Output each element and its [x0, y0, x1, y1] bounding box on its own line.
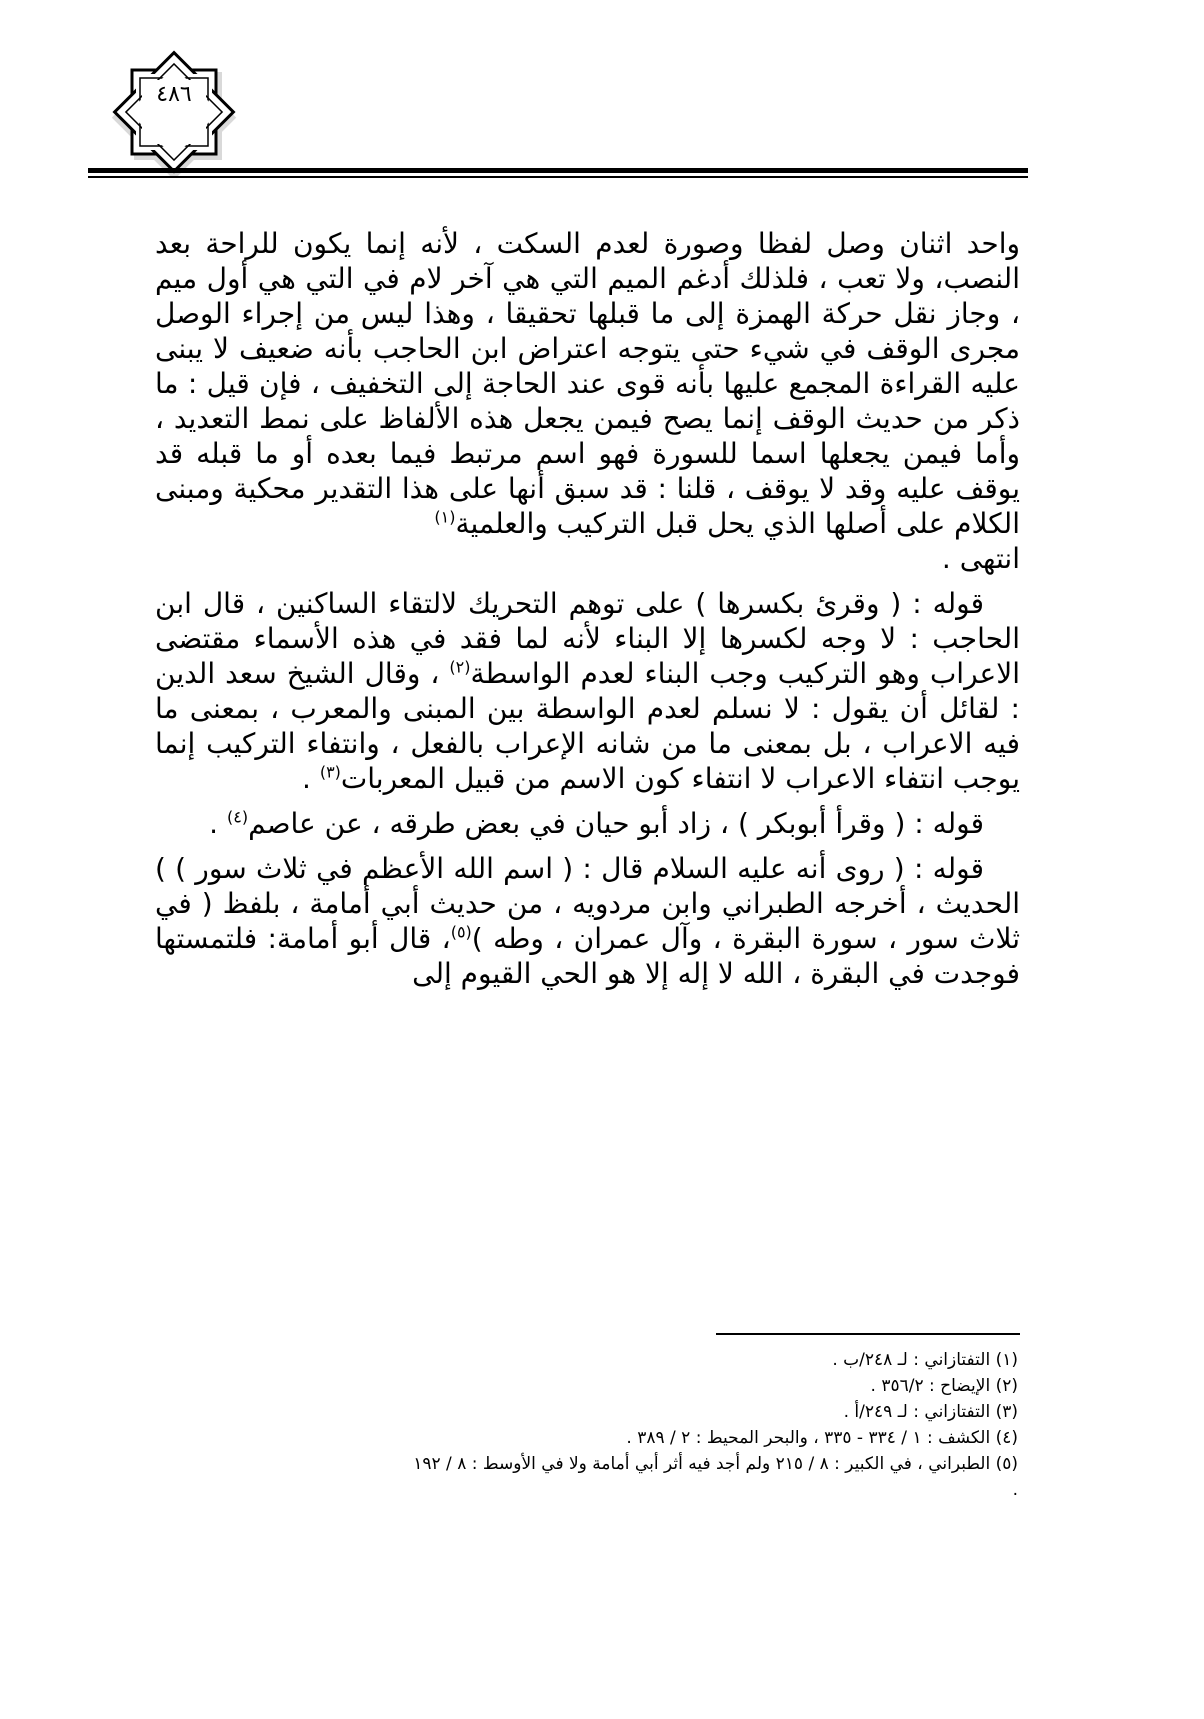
paragraph-2-end: .: [302, 762, 320, 795]
footnote-ref-5: (٥): [450, 922, 472, 942]
paragraph-1: [155, 226, 1020, 576]
footnote-2: (٢) الإيضاح : ٣٥٦/٢ .: [870, 1376, 1018, 1396]
footnote-ref-2: (٢): [449, 657, 471, 677]
paragraph-3: [155, 806, 1020, 841]
page-number: ٤٨٦: [156, 82, 192, 107]
footnote-3: (٣) التفتازاني : لـ ٢٤٩/أ .: [843, 1402, 1018, 1422]
footnote-separator: [716, 1333, 1020, 1335]
footnote-ref-4: (٤): [226, 807, 249, 827]
header-rule-thick: [88, 168, 1028, 173]
paragraph-1-end: انتهى .: [941, 542, 1020, 575]
footnote-ref-3: (٣): [319, 762, 341, 782]
paragraph-4: [155, 851, 1020, 991]
footnotes: [150, 1347, 1018, 1503]
paragraph-4-text: قوله : ( روى أنه عليه السلام قال : ( اسم الله الأعظم في ثلاث سور ) ) الحديث ، أخرجه الطبراني وابن مردويه ، من حديث أبي أمامة ، بلفظ ( في ثلاث سور ، سورة البقرة ، وآل عمران ، وطه ): [155, 852, 1021, 955]
footnote-5: (٥) الطبراني ، في الكبير : ٨ / ٢١٥ ولم أجد فيه أثر أبي أمامة ولا في الأوسط : ٨ / ١٩٢: [413, 1454, 1018, 1474]
header-rule-thin: [88, 176, 1028, 178]
footnote-1: (١) التفتازاني : لـ ٢٤٨/ب .: [832, 1350, 1018, 1370]
star-emblem-icon: [108, 46, 240, 178]
footnote-5-end: .: [1012, 1480, 1018, 1500]
footnote-4: (٤) الكشف : ١ / ٣٣٤ - ٣٣٥ ، والبحر المحيط : ٢ / ٣٨٩ .: [626, 1428, 1018, 1448]
paragraph-2-text-b: ، وقال الشيخ سعد الدين : لقائل أن يقول : لا نسلم لعدم الواسطة بين المبنى والمعرب ، بمعنى ما فيه الاعراب ، بل بمعنى ما من شانه الإعراب بالفعل ، وانتفاء التركيب إنما يوجب انتفاء الاعراب لا انتفاء كون الاسم من قبيل المعربات: [155, 657, 1020, 795]
paragraph-3-end: .: [209, 807, 227, 840]
footnote-ref-1: (١): [434, 507, 456, 527]
paragraph-1-text: واحد اثنان وصل لفظا وصورة لعدم السكت ، لأنه إنما يكون للراحة بعد النصب، ولا تعب ، فلذلك أدغم الميم التي هي آخر لام في التي هي أول ميم ، وجاز نقل حركة الهمزة إلى ما قبلها تحقيقا ، وهذا ليس من إجراء الوصل مجرى الوقف في شيء حتى يتوجه اعتراض ابن الحاجب بأنه ضعيف لا يبنى عليه القراءة المجمع عليها بأنه قوى عند الحاجة إلى التخفيف ، فإن قيل : ما ذكر من حديث الوقف إنما يصح فيمن يجعل هذه الألفاظ على نمط التعديد ، وأما فيمن يجعلها اسما للسورة فهو اسم مرتبط فيما بعده أو ما قبله قد يوقف عليه وقد لا يوقف ، قلنا : قد سبق أنها على هذا التقدير محكية ومبنى الكلام على أصلها الذي يحل قبل التركيب والعلمية: [155, 227, 1020, 540]
paragraph-4-text-b: ، قال أبو أمامة: فلتمستها فوجدت في البقرة ، الله لا إله إلا هو الحي القيوم إلى: [155, 922, 1020, 990]
paragraph-2-text: قوله : ( وقرئ بكسرها ) على توهم التحريك لالتقاء الساكنين ، قال ابن الحاجب : لا وجه لكسرها إلا البناء لأنه لما فقد في هذه الأسماء مقتضى الاعراب وهو التركيب وجب البناء لعدم الواسطة: [155, 587, 1020, 690]
paragraph-2: [155, 586, 1020, 796]
main-text: [155, 226, 1020, 1001]
eight-point-star-icon: [108, 46, 240, 178]
paragraph-3-text: قوله : ( وقرأ أبوبكر ) ، زاد أبو حيان في بعض طرقه ، عن عاصم: [248, 807, 984, 840]
